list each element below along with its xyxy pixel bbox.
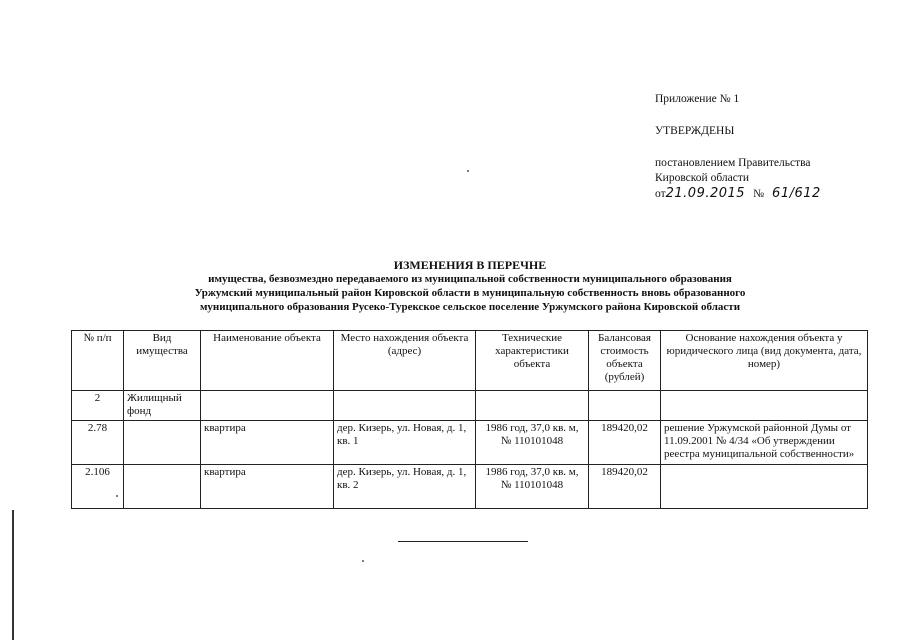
property-table	[71, 330, 868, 509]
scan-edge-line	[12, 510, 14, 640]
cell-basis	[661, 465, 868, 509]
cell-tech	[476, 391, 589, 421]
decree-from: от	[655, 188, 666, 200]
header-kind: Вид имущества	[124, 331, 201, 391]
header-name: Наименование объекта	[201, 331, 334, 391]
cell-basis	[661, 391, 868, 421]
table-row	[72, 391, 868, 421]
scan-speck	[467, 170, 469, 172]
cell-cost	[589, 391, 661, 421]
approved-label: УТВЕРЖДЕНЫ	[655, 125, 735, 137]
cell-num: 2.106	[72, 465, 124, 509]
header-num: № п/п	[72, 331, 124, 391]
table-row	[72, 465, 868, 509]
cell-kind: Жилищный фонд	[124, 391, 201, 421]
header-tech: Технические характеристики объекта	[476, 331, 589, 391]
cell-cost: 189420,02	[589, 465, 661, 509]
header-cost: Балансовая стоимость объекта (рублей)	[589, 331, 661, 391]
title-line-2: Уржумский муниципальный район Кировской области в муниципальную собственность вновь образованного	[194, 287, 746, 299]
header-basis: Основание нахождения объекта у юридического лица (вид документа, дата, номер)	[661, 331, 868, 391]
appendix-label: Приложение № 1	[655, 93, 740, 105]
decree-num-sign: №	[753, 188, 765, 200]
cell-name: квартира	[201, 421, 334, 465]
cell-address	[334, 391, 476, 421]
decree-date-line	[655, 186, 821, 202]
title-line-1: имущества, безвозмездно передаваемого из муниципальной собственности муниципального образования	[208, 273, 732, 285]
cell-num: 2.78	[72, 421, 124, 465]
decree-block	[655, 156, 821, 202]
header-address: Место нахождения объекта (адрес)	[334, 331, 476, 391]
cell-name	[201, 391, 334, 421]
table-row	[72, 421, 868, 465]
cell-address: дер. Кизерь, ул. Новая, д. 1, кв. 2	[334, 465, 476, 509]
cell-name: квартира	[201, 465, 334, 509]
cell-num: 2	[72, 391, 124, 421]
cell-basis: решение Уржумской районной Думы от 11.09.2001 № 4/34 «Об утверждении реестра муниципальной собственности»	[661, 421, 868, 465]
title-line-3: муниципального образования Русеко-Турекское сельское поселение Уржумского района Кировской области	[199, 301, 741, 313]
cell-kind	[124, 465, 201, 509]
cell-kind	[124, 421, 201, 465]
decree-date: 21.09.2015	[665, 186, 746, 201]
bottom-rule	[398, 541, 528, 542]
scan-speck	[116, 495, 118, 497]
cell-address: дер. Кизерь, ул. Новая, д. 1, кв. 1	[334, 421, 476, 465]
cell-tech: 1986 год, 37,0 кв. м, № 110101048	[476, 421, 589, 465]
decree-number: 61/612	[772, 186, 821, 201]
cell-tech: 1986 год, 37,0 кв. м, № 110101048	[476, 465, 589, 509]
scan-speck	[362, 560, 364, 562]
table-header-row	[72, 331, 868, 391]
title-main: ИЗМЕНЕНИЯ В ПЕРЕЧНЕ	[393, 258, 547, 272]
decree-line-1: постановлением Правительства	[655, 157, 811, 169]
document-title	[100, 258, 840, 314]
decree-line-2: Кировской области	[655, 172, 750, 184]
cell-cost: 189420,02	[589, 421, 661, 465]
